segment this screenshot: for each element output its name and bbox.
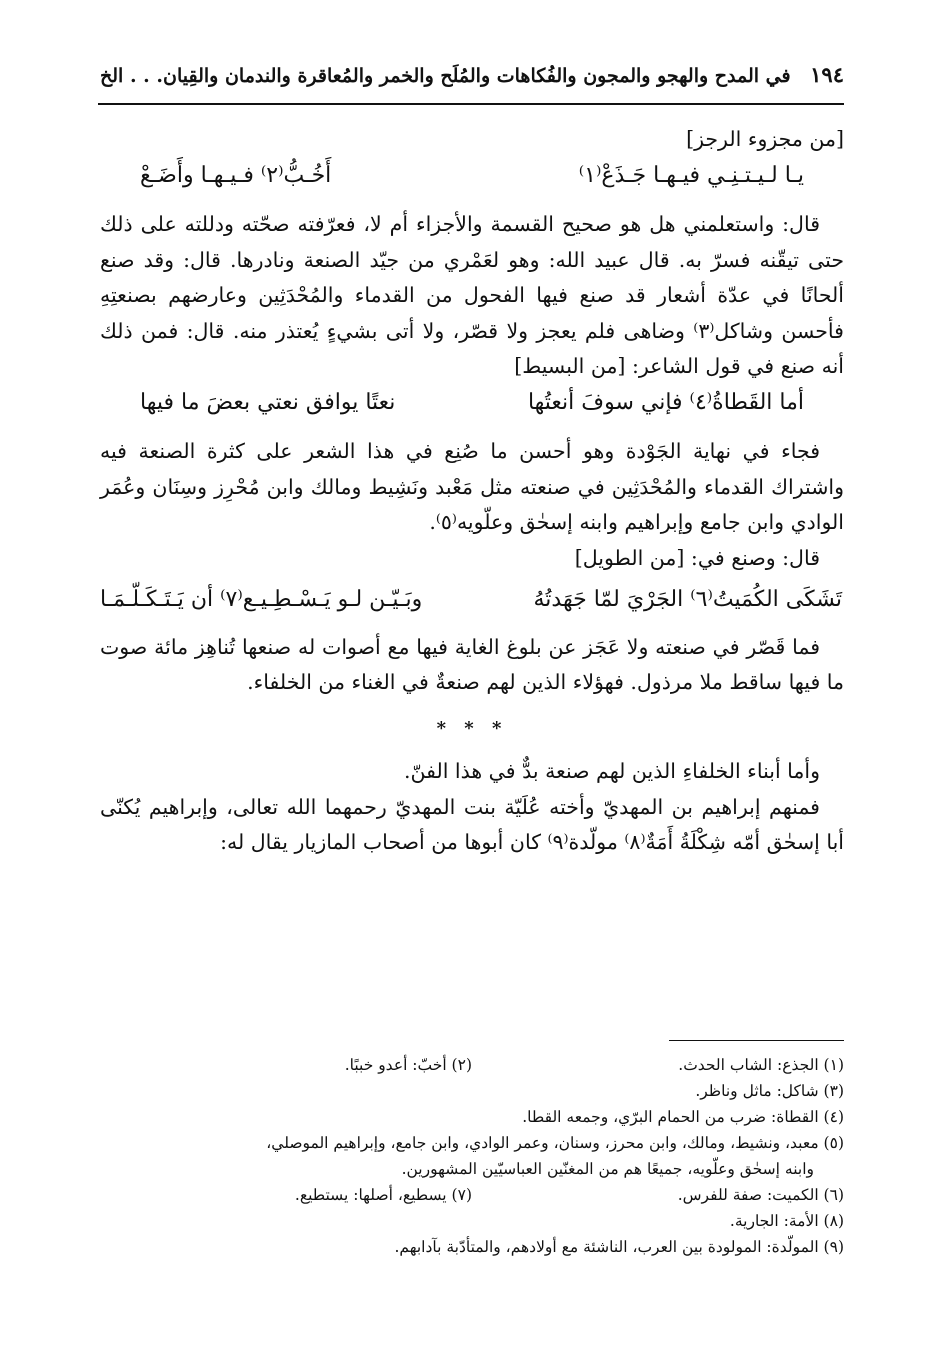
paragraph: وأما أبناء الخلفاءِ الذين لهم صنعة بدٌّ في هذا الفنّ.: [403, 759, 820, 783]
verse-hemistich-second: أَخُـبُّ⁽٢⁾ فـيـهـا وأَضَـعْ: [140, 162, 332, 188]
footnote: (٢) أخبّ: أعدو خببًا.: [344, 1056, 472, 1074]
footnote-row: [100, 1182, 844, 1208]
page-header: [100, 62, 844, 87]
footnote: (٥) معبد، ونشيط، ومالك، وابن محرز، وسنان، وعمر الوادي، وابن جامع، وإبراهيم الموصلي،: [266, 1134, 844, 1152]
footnote: (٣) شاكل: ماثل وناظر.: [695, 1082, 844, 1100]
footnote-row: [100, 1104, 844, 1130]
footnote-row: [100, 1156, 844, 1182]
footnote: (٧) يسطيع، أصلها: يستطيع.: [294, 1186, 472, 1204]
footnotes: [100, 1052, 844, 1260]
footnote-continuation: وابنه إسحٰق وعلّويه، جميعًا هم من المغنّين العباسيّين المشهورين.: [401, 1160, 814, 1178]
footnote-row: [100, 1234, 844, 1260]
meter-label: [من مجزوء الرجز]: [686, 127, 844, 151]
footnote: (٦) الكميت: صفة للفرس.: [677, 1186, 844, 1204]
section-separator: * * *: [436, 717, 508, 739]
verse-hemistich-first: يـا لـيـتـنِـي فيـهـا جَـذَعْ⁽١⁾: [578, 162, 804, 188]
paragraph: قال: واستعلمني هل هو صحيح القسمة والأجزاء أم لا، فعرّفته صحّته ودللته على ذلك حتى تيقّنه فسرّ به. قال عبيد الله: وهو لعَمْري من جيّد الصنعة ونادرها. قال: وقد صنع ألحانًا في عدّة أشعار قد صنع فيها الفحول من القدماء والمُحْدَثِين وعارضهم بصنعتِهِ فأحسن وشاكل⁽٣⁾ وضاهى فلم يعجز ولا قصّر، ولا أتى بشيءٍ يُعتذر منه. قال: فمن ذلك أنه صنع في قول الشاعر: [من البسيط]: [100, 212, 844, 378]
footnote: (٨) الأمة: الجارية.: [729, 1212, 844, 1230]
verse-hemistich-second: وبَـيّـن لـو يَـسْـطِـيـع⁽٧⁾ أن يَـتَـكَـلّـمَـا: [100, 587, 423, 612]
footnote-rule: [669, 1040, 844, 1041]
footnote-row: [100, 1130, 844, 1156]
page-number: ١٩٤: [810, 62, 844, 87]
footnote: (٩) المولّدة: المولودة بين العرب، الناشئة مع أولادهم، والمتأدّبة بآدابهم.: [394, 1238, 844, 1256]
footnote: (٤) القطاة: ضرب من الحمام البرّي، وجمعه القطا.: [522, 1108, 844, 1126]
footnote: (١) الجذع: الشاب الحدث.: [678, 1056, 844, 1074]
header-rule: [98, 103, 844, 105]
verse-line: [100, 582, 842, 618]
footnote-row: [100, 1052, 844, 1078]
verse-hemistich-first: أما القَطاةُ⁽٤⁾ فإني سوفَ أنعتُها: [527, 389, 804, 415]
paragraph: فجاء في نهاية الجَوْدة وهو أحسن ما صُنِع في هذا الشعر على كثرة الصنعة فيه واشتراك القدماء والمُحْدَثِين في صنعته مثل مَعْبد ونَشِيط ومالك وابن مُحْرِز وسِنَان وعُمَر الوادي وابن جامع وإبراهيم وابنه إسحٰق وعلّويه⁽٥⁾.: [100, 439, 844, 534]
running-title: في المدح والهجو والمجون والفُكاهات والمُلَح والخمر والمُعاقرة والندمان والقِيان. . . الخ: [100, 65, 791, 87]
verse-hemistich-first: تَشَكَى الكُمَيتُ⁽٦⁾ الجَرْيَ لمّا جَهَدتُهُ: [533, 587, 842, 612]
footnote-row: [100, 1208, 844, 1234]
main-text: [100, 122, 844, 861]
verse-line: [140, 385, 804, 421]
paragraph: قال: وصنع في: [من الطويل]: [574, 545, 820, 570]
footnote-row: [100, 1078, 844, 1104]
paragraph: فمنهم إبراهيم بن المهديّ وأخته عُلَيّة بنت المهديّ رحمهما الله تعالى، وإبراهيم يُكنّى أبا إسحٰق أمّه شِكْلَةُ أَمَةٌ⁽٨⁾ مولّدة⁽٩⁾ كان أبوها من أصحاب المازيار يقال له:: [100, 794, 844, 854]
verse-line: [140, 158, 804, 194]
paragraph: فما قَصّر في صنعته ولا عَجَز عن بلوغ الغاية فيها مع أصوات له صنعها تُناهِز مائة صوت ما فيها ساقط ملا مرذول. فهؤلاء الذين لهم صنعةٌ في الغناء من الخلفاء.: [100, 634, 844, 694]
verse-hemistich-second: نعتًا يوافق نعتي بعضَ ما فيها: [140, 389, 396, 415]
